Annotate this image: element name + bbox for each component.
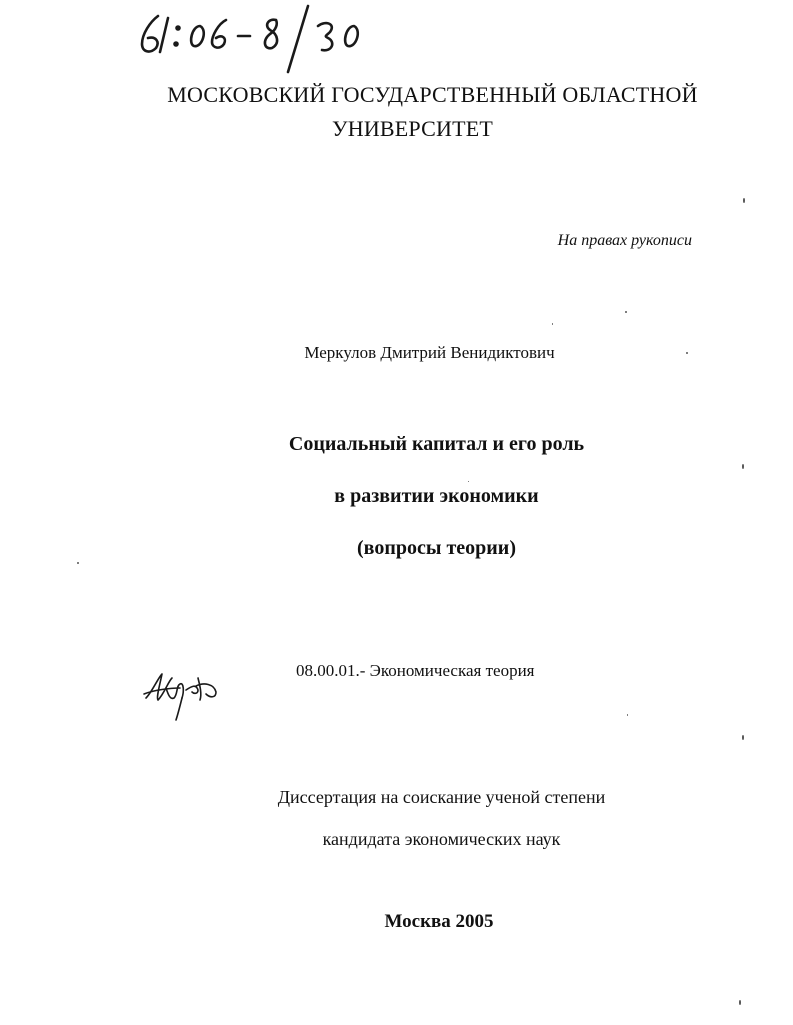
manuscript-rights-note: На правах рукописи [557, 232, 692, 249]
dissertation-title-line2: в развитии экономики [334, 485, 539, 507]
dissertation-title-line3: (вопросы теории) [357, 537, 516, 559]
scan-speck [468, 481, 469, 482]
scan-speck [552, 323, 553, 325]
scan-speck [743, 198, 745, 203]
handwritten-catalog-code [128, 0, 398, 80]
scan-speck [742, 735, 744, 740]
scan-speck [742, 464, 744, 469]
university-name-line2: УНИВЕРСИТЕТ [331, 116, 494, 141]
author-name: Меркулов Дмитрий Венидиктович [304, 343, 555, 362]
scan-speck [739, 1000, 741, 1005]
scan-speck [627, 714, 628, 716]
degree-statement-line2: кандидата экономических наук [322, 829, 561, 849]
city-and-year: Москва 2005 [384, 911, 494, 932]
specialty-code: 08.00.01.- Экономическая теория [296, 661, 535, 680]
handwritten-signature [140, 664, 222, 722]
dissertation-title-line1: Социальный капитал и его роль [288, 433, 585, 455]
degree-statement-line1: Диссертация на соискание ученой степени [277, 787, 606, 807]
scan-speck [686, 352, 688, 354]
university-name-line1: МОСКОВСКИЙ ГОСУДАРСТВЕННЫЙ ОБЛАСТНОЙ [167, 82, 698, 107]
scan-speck [77, 562, 79, 564]
scan-speck [625, 311, 627, 313]
